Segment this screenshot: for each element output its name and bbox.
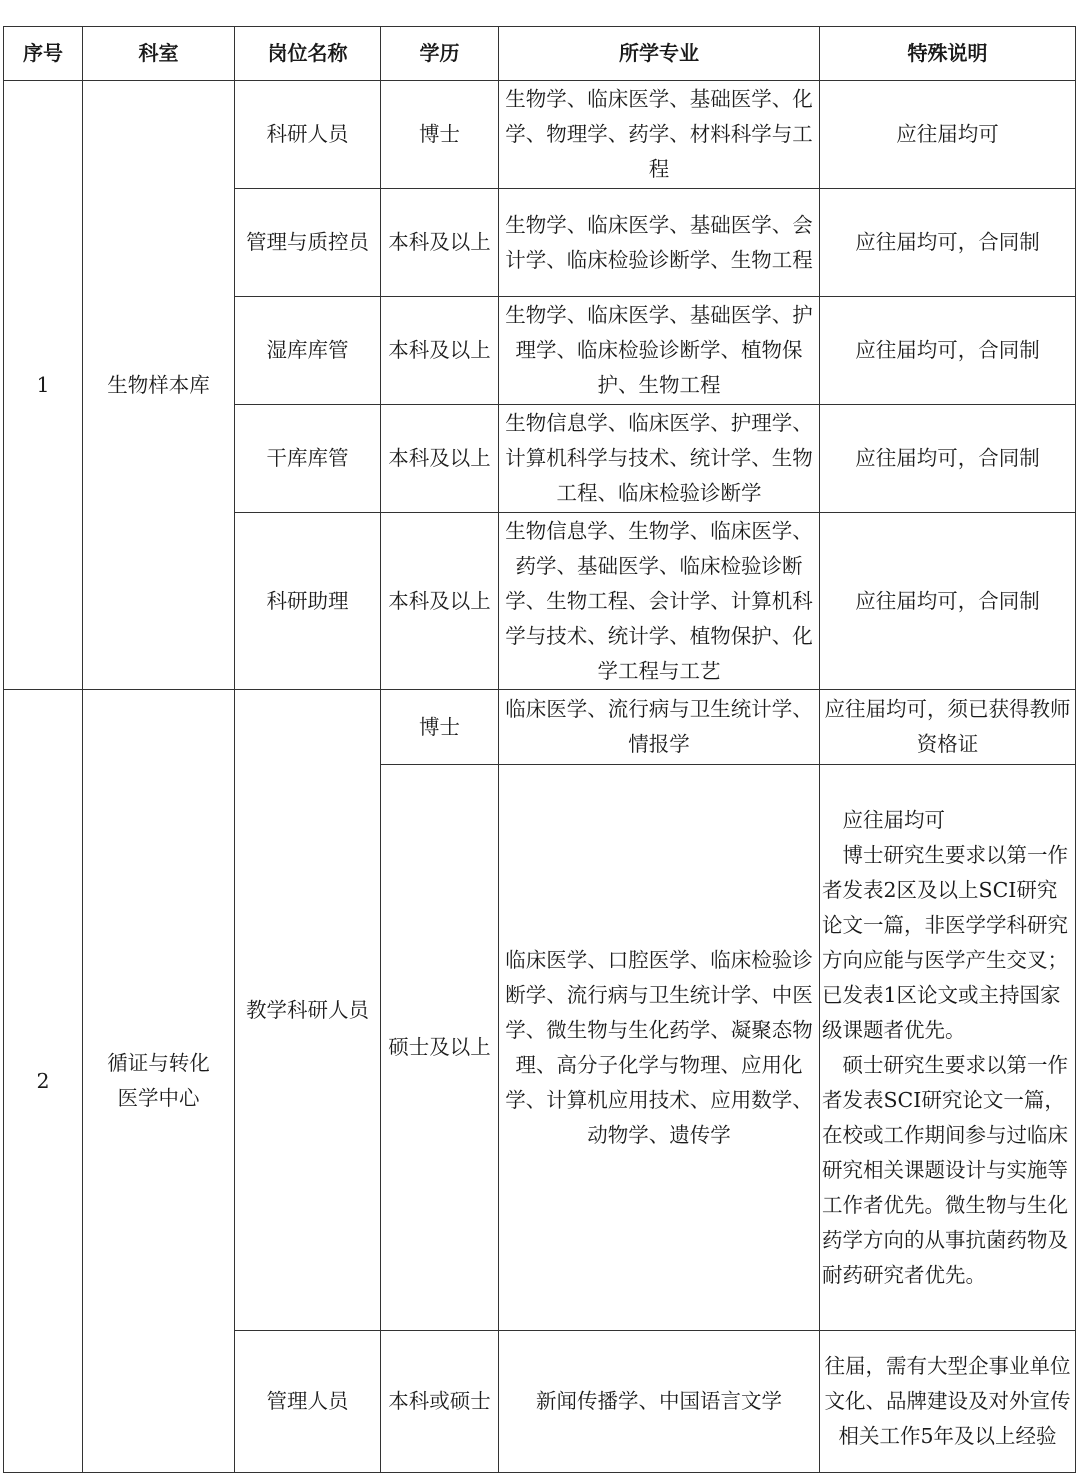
notes-cell: 往届，需有大型企事业单位文化、品牌建设及对外宣传相关工作5年及以上经验 <box>820 1331 1076 1473</box>
header-position: 岗位名称 <box>235 27 381 81</box>
header-seq: 序号 <box>4 27 83 81</box>
notes-cell: 应往届均可，合同制 <box>820 405 1076 513</box>
education-cell: 硕士及以上 <box>381 765 499 1331</box>
notes-cell <box>820 765 1076 1331</box>
major-cell: 临床医学、口腔医学、临床检验诊断学、流行病与卫生统计学、中医学、微生物与生化药学、凝聚态物理、高分子化学与物理、应用化学、计算机应用技术、应用数学、动物学、遗传学 <box>499 765 820 1331</box>
seq-cell: 2 <box>4 690 83 1473</box>
major-cell: 生物信息学、生物学、临床医学、药学、基础医学、临床检验诊断学、生物工程、会计学、计算机科学与技术、统计学、植物保护、化学工程与工艺 <box>499 513 820 690</box>
header-row <box>4 27 1076 81</box>
major-cell: 生物学、临床医学、基础医学、护理学、临床检验诊断学、植物保护、生物工程 <box>499 297 820 405</box>
position-cell: 科研人员 <box>235 81 381 189</box>
notes-cell: 应往届均可，合同制 <box>820 513 1076 690</box>
education-cell: 博士 <box>381 690 499 765</box>
header-major: 所学专业 <box>499 27 820 81</box>
position-cell: 管理人员 <box>235 1331 381 1473</box>
notes-cell: 应往届均可 <box>820 81 1076 189</box>
header-education: 学历 <box>381 27 499 81</box>
header-dept: 科室 <box>83 27 235 81</box>
major-cell: 生物信息学、临床医学、护理学、计算机科学与技术、统计学、生物工程、临床检验诊断学 <box>499 405 820 513</box>
top-margin <box>0 0 1080 24</box>
table-row <box>4 81 1076 189</box>
notes-line: 博士研究生要求以第一作者发表2区及以上SCI研究论文一篇，非医学学科研究方向应能与医学产生交叉；已发表1区论文或主持国家级课题者优先。 <box>822 842 1068 1042</box>
dept-cell: 生物样本库 <box>83 81 235 690</box>
education-cell: 本科或硕士 <box>381 1331 499 1473</box>
position-cell: 管理与质控员 <box>235 189 381 297</box>
position-cell: 干库库管 <box>235 405 381 513</box>
major-cell: 临床医学、流行病与卫生统计学、情报学 <box>499 690 820 765</box>
position-cell: 科研助理 <box>235 513 381 690</box>
recruitment-table <box>3 26 1076 1473</box>
major-cell: 生物学、临床医学、基础医学、化学、物理学、药学、材料科学与工程 <box>499 81 820 189</box>
major-cell: 生物学、临床医学、基础医学、会计学、临床检验诊断学、生物工程 <box>499 189 820 297</box>
notes-cell: 应往届均可，合同制 <box>820 297 1076 405</box>
position-cell: 教学科研人员 <box>235 690 381 1331</box>
education-cell: 本科及以上 <box>381 513 499 690</box>
notes-cell: 应往届均可，须已获得教师资格证 <box>820 690 1076 765</box>
education-cell: 本科及以上 <box>381 405 499 513</box>
education-cell: 本科及以上 <box>381 189 499 297</box>
education-cell: 本科及以上 <box>381 297 499 405</box>
table-row <box>4 690 1076 765</box>
notes-line: 应往届均可 <box>842 807 945 832</box>
header-notes: 特殊说明 <box>820 27 1076 81</box>
education-cell: 博士 <box>381 81 499 189</box>
seq-cell: 1 <box>4 81 83 690</box>
dept-cell: 循证与转化医学中心 <box>83 690 235 1473</box>
position-cell: 湿库库管 <box>235 297 381 405</box>
notes-line: 硕士研究生要求以第一作者发表SCI研究论文一篇，在校或工作期间参与过临床研究相关课题设计与实施等工作者优先。微生物与生化药学方向的从事抗菌药物及耐药研究者优先。 <box>822 1052 1068 1287</box>
notes-cell: 应往届均可，合同制 <box>820 189 1076 297</box>
major-cell: 新闻传播学、中国语言文学 <box>499 1331 820 1473</box>
